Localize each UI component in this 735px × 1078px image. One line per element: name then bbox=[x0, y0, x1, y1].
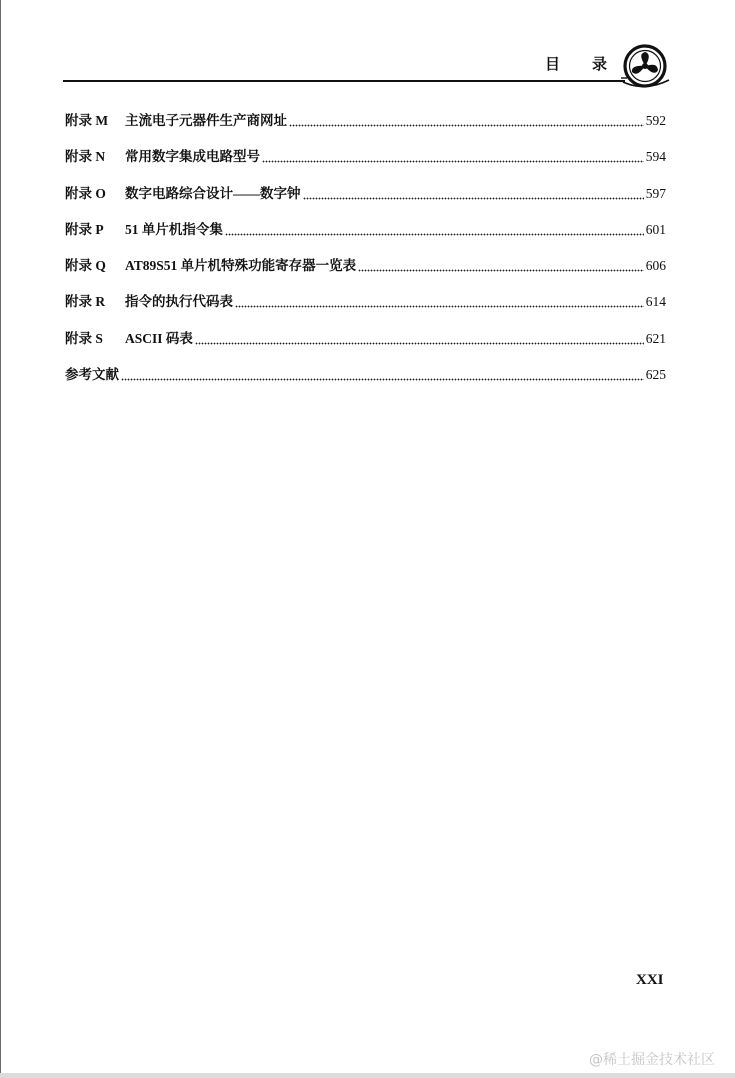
toc-entry-page: 597 bbox=[645, 185, 666, 201]
toc-entry-title: 主流电子元器件生产商网址 bbox=[125, 113, 287, 128]
toc-entry[interactable] bbox=[65, 329, 666, 349]
toc-entry-title: 常用数字集成电路型号 bbox=[125, 149, 260, 165]
toc-entry-page: 621 bbox=[645, 330, 666, 346]
toc-entry-label: 附录 M bbox=[65, 113, 109, 128]
page-number: XXI bbox=[636, 972, 664, 988]
toc-entry-label: 附录 N bbox=[65, 149, 106, 165]
toc-entry-label: 附录 O bbox=[65, 185, 106, 201]
toc-entry-references[interactable] bbox=[65, 365, 666, 385]
toc-entry-page: 592 bbox=[645, 113, 666, 128]
toc-entry-page: 625 bbox=[645, 367, 666, 383]
scan-edge-bottom bbox=[0, 1073, 735, 1078]
toc-entry-page: 606 bbox=[645, 258, 666, 274]
toc-entry-page: 614 bbox=[645, 294, 666, 310]
toc-entry-title: 数字电路综合设计——数字钟 bbox=[125, 185, 301, 201]
toc-entry-label: 附录 P bbox=[65, 221, 104, 237]
scan-edge-left bbox=[0, 0, 1, 1078]
toc-entry[interactable] bbox=[65, 256, 666, 276]
watermark: @稀土掘金技术社区 bbox=[589, 1052, 715, 1068]
toc-entry-label: 附录 S bbox=[65, 330, 103, 346]
toc-entry-label: 附录 Q bbox=[65, 258, 106, 274]
header-rule bbox=[63, 80, 625, 82]
toc-entry-label: 附录 R bbox=[65, 294, 106, 310]
toc-entry[interactable] bbox=[65, 147, 666, 167]
dot-leader bbox=[289, 111, 644, 131]
dot-leader bbox=[225, 220, 644, 240]
toc-entry[interactable] bbox=[65, 184, 666, 204]
toc-entry[interactable] bbox=[65, 220, 666, 240]
toc-entry-title: ASCII 码表 bbox=[125, 330, 193, 346]
toc-entry-title: 参考文献 bbox=[65, 367, 119, 383]
toc-entry[interactable] bbox=[65, 292, 666, 312]
header-title-char-1: 目 bbox=[545, 57, 561, 73]
header-title-char-2: 录 bbox=[592, 57, 608, 73]
toc-entry-title: 指令的执行代码表 bbox=[125, 294, 233, 310]
table-of-contents bbox=[65, 111, 666, 401]
toc-entry-title: 51 单片机指令集 bbox=[125, 221, 223, 237]
book-emblem-icon bbox=[619, 42, 671, 90]
dot-leader bbox=[303, 184, 644, 204]
dot-leader bbox=[358, 256, 644, 276]
dot-leader bbox=[195, 329, 644, 349]
toc-entry-title: AT89S51 单片机特殊功能寄存器一览表 bbox=[125, 258, 357, 274]
dot-leader bbox=[121, 365, 644, 385]
toc-entry-page: 594 bbox=[645, 149, 666, 165]
dot-leader bbox=[262, 147, 644, 167]
toc-entry[interactable] bbox=[65, 111, 666, 131]
toc-entry-page: 601 bbox=[645, 221, 666, 237]
dot-leader bbox=[235, 292, 644, 312]
